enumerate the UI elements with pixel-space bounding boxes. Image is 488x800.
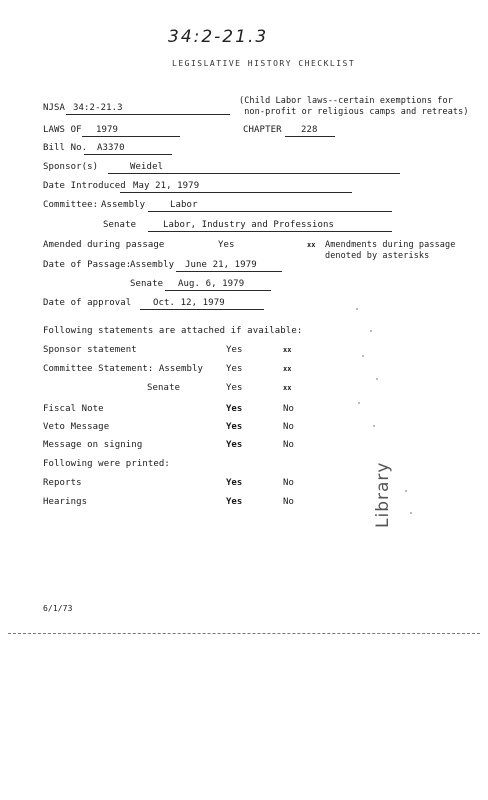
attached-row-yes-strikeout: Yes [226,422,243,432]
date-introduced-value: May 21, 1979 [133,181,200,191]
sponsor-value: Weidel [130,162,164,172]
attached-row-no: No [283,440,295,450]
bill-no-underline [84,154,172,155]
footer-code: 6/1/73 [43,604,73,613]
attached-row-yes: Yes [226,383,243,393]
date-introduced-label: Date Introduced [43,181,126,191]
scan-speck [362,355,364,357]
committee-senate-underline [148,231,392,232]
passage-senate-label: Senate [130,279,164,289]
passage-assembly-underline [176,271,282,272]
attached-row-no-strikeout: xx [283,346,292,354]
njsa-underline [66,114,230,115]
laws-of-label: LAWS OF [43,125,82,135]
attached-row-no: No [283,404,295,414]
attached-row-label: Message on signing [43,440,143,450]
passage-assembly-label: Assembly [130,260,175,270]
chapter-label: CHAPTER [243,125,282,135]
attached-row-no-strikeout: xx [283,384,292,392]
amended-no-strikeout: xx [307,241,316,249]
scan-speck [405,490,407,492]
attached-heading: Following statements are attached if available: [43,326,303,336]
attached-row-label: Fiscal Note [43,404,104,414]
scan-speck [370,330,372,332]
date-of-approval-label: Date of approval [43,298,132,308]
attached-row-no: No [283,422,295,432]
date-introduced-underline [120,192,352,193]
scan-speck [373,425,375,427]
sponsor-label: Sponsor(s) [43,162,99,172]
amended-yes: Yes [218,240,235,250]
attached-row-no-strikeout: xx [283,365,292,373]
attached-row-yes: Yes [226,364,243,374]
printed-row-label: Hearings [43,497,88,507]
attached-row-label: Committee Statement: Assembly [43,364,204,374]
printed-row-label: Reports [43,478,82,488]
committee-label: Committee: [43,200,99,210]
committee-assembly-label: Assembly [101,200,146,210]
attached-row-label: Sponsor statement [43,345,137,355]
date-of-approval-value: Oct. 12, 1979 [153,298,225,308]
printed-row-no: No [283,478,295,488]
attached-row-yes-strikeout: Yes [226,404,243,414]
passage-assembly-value: June 21, 1979 [185,260,257,270]
committee-assembly-underline [148,211,392,212]
bill-description: (Child Labor laws--certain exemptions for non-profit or religious camps and retreats) [239,96,469,117]
attached-row-yes: Yes [226,345,243,355]
printed-row-yes-strikeout: Yes [226,497,243,507]
njsa-label: NJSA [43,103,66,113]
attached-row-label: Senate [147,383,181,393]
scan-speck [376,378,378,380]
chapter-underline [285,136,335,137]
laws-of-underline [82,136,180,137]
document-title: LEGISLATIVE HISTORY CHECKLIST [172,59,356,68]
attached-row-yes-strikeout: Yes [226,440,243,450]
amended-label: Amended during passage [43,240,165,250]
committee-senate-label: Senate [103,220,137,230]
scan-speck [410,512,412,514]
committee-senate-value: Labor, Industry and Professions [163,220,335,230]
amended-note: Amendments during passage denoted by asterisks [325,240,456,261]
bill-no-label: Bill No. [43,143,88,153]
bill-no-value: A3370 [97,143,125,153]
committee-assembly-value: Labor [170,200,198,210]
passage-senate-value: Aug. 6, 1979 [178,279,245,289]
njsa-value: 34:2-21.3 [73,103,123,113]
date-of-approval-underline [140,309,264,310]
scan-speck [358,402,360,404]
handwritten-statute-number: 34:2-21.3 [168,27,269,47]
printed-row-yes-strikeout: Yes [226,478,243,488]
scan-speck [356,308,358,310]
laws-of-value: 1979 [96,125,119,135]
sponsor-underline [108,173,400,174]
library-stamp: Library [373,461,393,528]
tear-line [8,633,480,634]
passage-senate-underline [165,290,271,291]
attached-row-label: Veto Message [43,422,110,432]
printed-row-no: No [283,497,295,507]
date-of-passage-label: Date of Passage: [43,260,132,270]
chapter-value: 228 [301,125,318,135]
printed-heading: Following were printed: [43,459,170,469]
